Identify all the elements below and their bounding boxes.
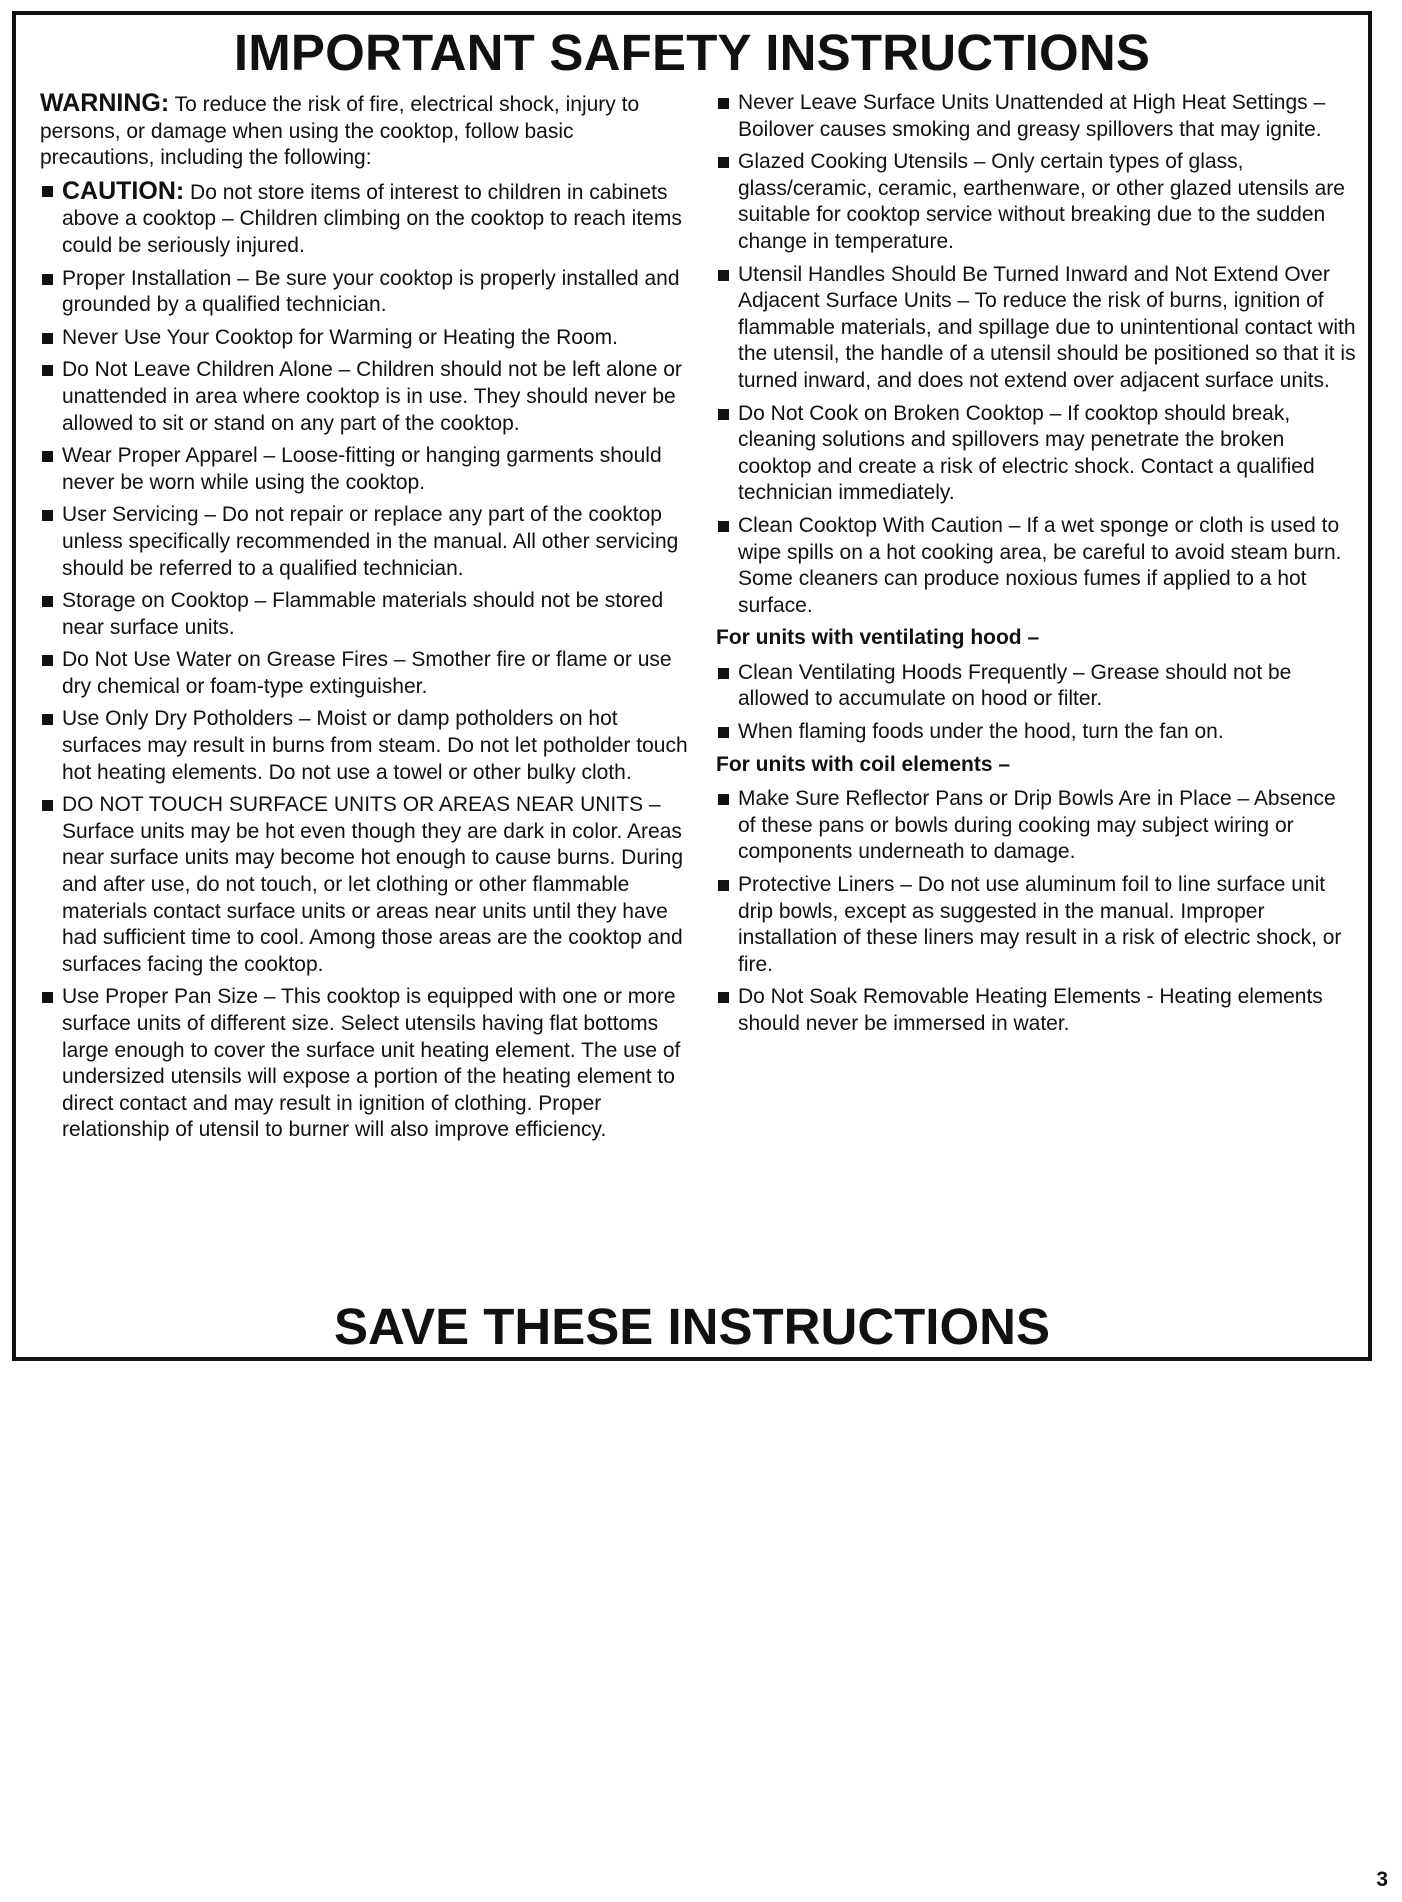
list-item	[40, 357, 690, 437]
square-bullet-icon	[42, 365, 53, 376]
list-item	[716, 719, 1356, 746]
warning-intro	[40, 90, 690, 172]
list-item-text: Proper Installation – Be sure your cooktop is properly installed and grounded by a qualified technician.	[62, 266, 680, 317]
list-item	[40, 706, 690, 786]
square-bullet-icon	[42, 596, 53, 607]
left-bullet-list	[40, 178, 690, 1144]
square-bullet-icon	[42, 992, 53, 1003]
coil-section-heading: For units with coil elements –	[716, 752, 1011, 776]
list-item	[716, 660, 1356, 713]
caution-label: CAUTION:	[62, 176, 185, 205]
list-item-text: Do Not Use Water on Grease Fires – Smother fire or flame or use dry chemical or foam-type extinguisher.	[62, 648, 672, 698]
list-item-text: Wear Proper Apparel – Loose-fitting or hanging garments should never be worn while using the cooktop.	[62, 444, 662, 494]
coil-bullet-list	[716, 786, 1356, 1037]
square-bullet-icon	[718, 521, 729, 532]
list-item-text: User Servicing – Do not repair or replace any part of the cooktop unless specifically recommended in the manual. All other servicing should be referred to a qualified technician.	[62, 503, 679, 580]
warning-text: To reduce the risk of fire, electrical shock, injury to persons, or damage when using the cooktop, follow basic precautions, including the following:	[40, 93, 640, 170]
list-item-text: Use Only Dry Potholders – Moist or damp potholders on hot surfaces may result in burns from steam. Do not let potholder touch hot heating elements. Do not use a towel or other bulky cloth.	[62, 707, 688, 784]
save-instructions-footer: SAVE THESE INSTRUCTIONS	[334, 1298, 1050, 1355]
square-bullet-icon	[42, 714, 53, 725]
list-item-text: Do Not Leave Children Alone – Children should not be left alone or unattended in area where cooktop is in use. They should never be allowed to sit or stand on any part of the cooktop.	[62, 358, 682, 435]
list-item-text: Clean Ventilating Hoods Frequently – Grease should not be allowed to accumulate on hood or filter.	[738, 660, 1292, 711]
right-bullet-list	[716, 90, 1356, 619]
square-bullet-icon	[718, 157, 729, 168]
list-item	[716, 984, 1356, 1037]
list-item-text: Never Leave Surface Units Unattended at High Heat Settings – Boilover causes smoking and greasy spillovers that may ignite.	[738, 91, 1326, 141]
square-bullet-icon	[718, 794, 729, 805]
list-item	[716, 786, 1356, 866]
square-bullet-icon	[42, 451, 53, 462]
list-item-text: Use Proper Pan Size – This cooktop is equipped with one or more surface units of different size. Select utensils having flat bottoms large enough to cover the surface unit heating element. The use of undersized utensils will expose a portion of the heating element to direct contact and may result in ignition of clothing. Proper relationship of utensil to burner will also improve efficiency.	[62, 985, 681, 1142]
list-item-text: When flaming foods under the hood, turn the fan on.	[738, 720, 1224, 744]
list-item-text: Do Not Cook on Broken Cooktop – If cooktop should break, cleaning solutions and spillovers may penetrate the broken cooktop and create a risk of electric shock. Contact a qualified technician immediately.	[738, 401, 1315, 505]
list-item	[40, 443, 690, 496]
list-item-text: DO NOT TOUCH SURFACE UNITS OR AREAS NEAR UNITS – Surface units may be hot even though they are dark in color. Areas near surface units may become hot enough to cause burns. During and after use, do not touch, or let clothing or other flammable materials contact surface units or areas near units until they have had sufficient time to cool. Among those areas are the cooktop and surfaces facing the cooktop.	[62, 793, 684, 976]
list-item-text: Clean Cooktop With Caution – If a wet sponge or cloth is used to wipe spills on a hot cooking area, be careful to avoid steam burn. Some cleaners can produce noxious fumes if applied to a hot surface.	[738, 513, 1342, 617]
hood-bullet-list	[716, 660, 1356, 746]
list-item	[716, 872, 1356, 978]
page-number: 3	[1376, 1868, 1388, 1891]
list-item	[716, 262, 1356, 395]
safety-instructions-box	[12, 11, 1372, 1361]
list-item	[40, 266, 690, 319]
square-bullet-icon	[42, 274, 53, 285]
list-item	[40, 588, 690, 641]
square-bullet-icon	[42, 333, 53, 344]
list-item-text: Do Not Soak Removable Heating Elements - Heating elements should never be immersed in water.	[738, 985, 1323, 1035]
square-bullet-icon	[718, 992, 729, 1003]
square-bullet-icon	[42, 655, 53, 666]
list-item-text: Never Use Your Cooktop for Warming or Heating the Room.	[62, 325, 618, 349]
list-item	[716, 149, 1356, 255]
list-item	[40, 325, 690, 352]
square-bullet-icon	[42, 510, 53, 521]
list-item-text: Storage on Cooktop – Flammable materials should not be stored near surface units.	[62, 589, 664, 639]
page-title: IMPORTANT SAFETY INSTRUCTIONS	[233, 24, 1151, 81]
list-item	[40, 984, 690, 1144]
square-bullet-icon	[718, 409, 729, 420]
square-bullet-icon	[718, 98, 729, 109]
list-item	[40, 502, 690, 582]
square-bullet-icon	[42, 186, 53, 197]
square-bullet-icon	[718, 270, 729, 281]
square-bullet-icon	[718, 668, 729, 679]
list-item-text: Protective Liners – Do not use aluminum foil to line surface unit drip bowls, except as suggested in the manual. Improper installation of these liners may result in a risk of electric shock, or fire.	[738, 873, 1342, 976]
square-bullet-icon	[718, 880, 729, 891]
list-item-text: Glazed Cooking Utensils – Only certain types of glass, glass/ceramic, ceramic, earthenware, or other glazed utensils are suitable for cooktop service without breaking due to the sudden change in temperature.	[738, 150, 1345, 253]
hood-section-heading: For units with ventilating hood –	[716, 626, 1040, 650]
square-bullet-icon	[718, 727, 729, 738]
list-item-text: Utensil Handles Should Be Turned Inward and Not Extend Over Adjacent Surface Units – To reduce the risk of burns, ignition of flammable materials, and spillage due to unintentional contact with the utensil, the handle of a utensil should be positioned so that it is turned inward, and does not extend over adjacent surface units.	[738, 262, 1356, 392]
warning-label: WARNING:	[40, 89, 170, 117]
list-item	[716, 401, 1356, 507]
list-item	[40, 178, 690, 260]
list-item	[40, 792, 690, 978]
list-item	[716, 90, 1356, 143]
list-item	[716, 513, 1356, 619]
list-item-text: Make Sure Reflector Pans or Drip Bowls Are in Place – Absence of these pans or bowls during cooking may subject wiring or components underneath to damage.	[738, 787, 1336, 864]
list-item-text: Do not store items of interest to children in cabinets above a cooktop – Children climbing on the cooktop to reach items could be seriously injured.	[62, 180, 682, 257]
list-item	[40, 647, 690, 700]
right-column	[716, 90, 1356, 1044]
left-column	[40, 90, 690, 1150]
square-bullet-icon	[42, 800, 53, 811]
